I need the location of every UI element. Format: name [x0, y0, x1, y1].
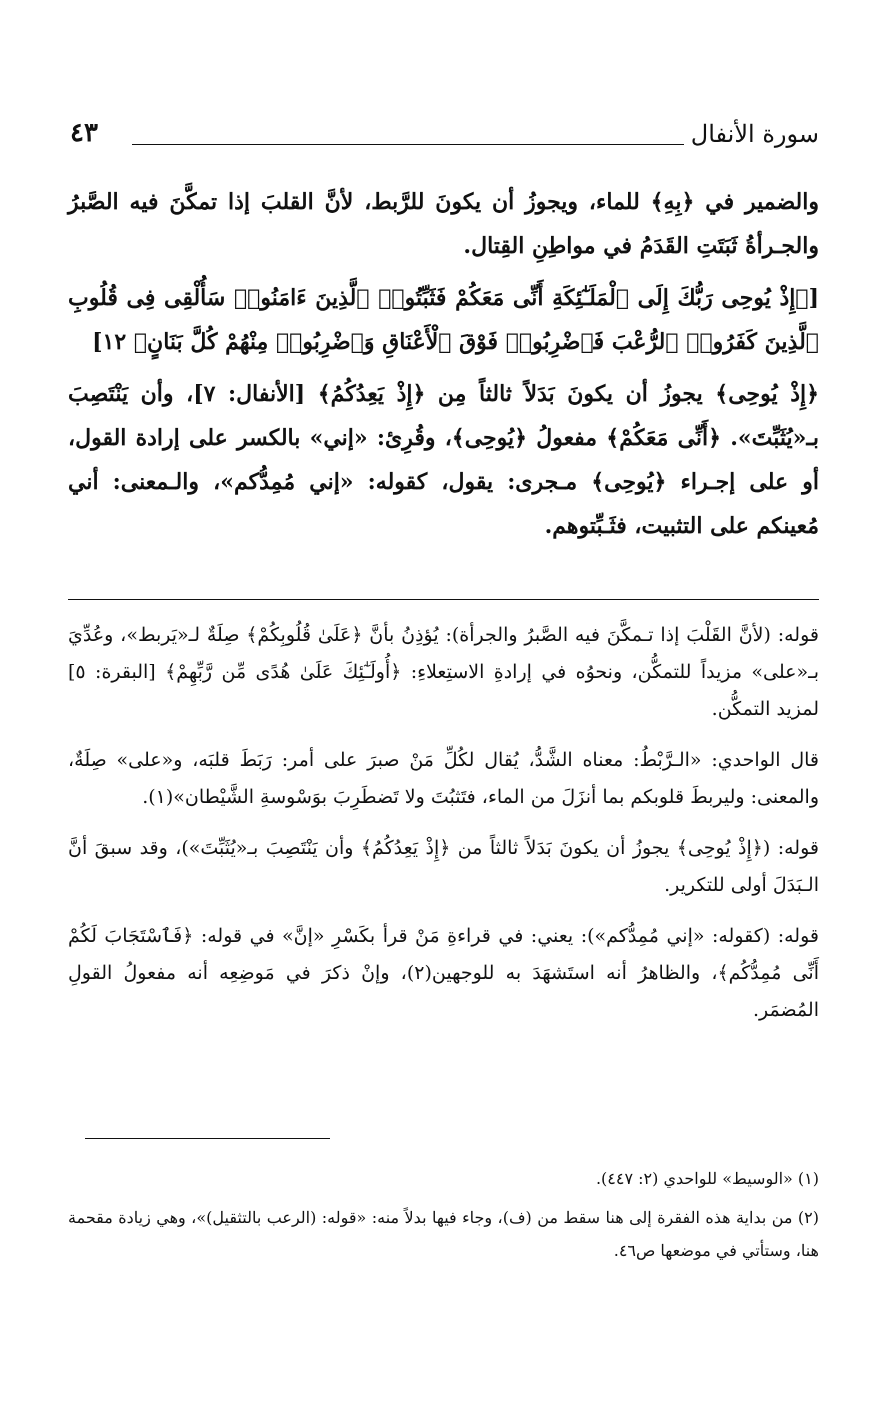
commentary-paragraph-1: قوله: (لأنَّ القَلْبَ إذا تـمكَّنَ فيه الصَّبرُ والجرأة): يُؤذِنُ بأنَّ ﴿عَلَىٰ قُلُوبِكُمْ﴾ صِلَةٌ لـ«يَربط»، وعُدِّيَ بـ«على» مزيداً للتمكُّن، ونحوُه في إرادةِ الاستِعلاءِ: ﴿أُولَـٰٓئِكَ عَلَىٰ هُدًى مِّن رَّبِّهِمْ﴾ [البقرة: ٥] لمزيد التمكُّن.: [68, 624, 819, 720]
page-number: ٤٣: [70, 118, 98, 148]
commentary-paragraph-4: قوله: (كقوله: «إني مُمِدُّكم»): يعني: في قراءةِ مَنْ قرأ بكَسْرِ «إنَّ» في قوله: ﴿فَٱسْتَجَابَ لَكُمْ أَنِّى مُمِدُّكُم﴾، والظاهرُ أنه استَشهَدَ به للوجهين(٢)، وإنْ ذكرَ في مَوضِعِه أنه مفعولُ القولِ المُضمَر.: [68, 925, 819, 1021]
footnotes: [68, 1162, 819, 1273]
surah-title: سورة الأنفال: [690, 120, 819, 148]
quran-verse: [﴿إِذْ يُوحِى رَبُّكَ إِلَى ٱلْمَلَـٰٓئِكَةِ أَنِّى مَعَكُمْ فَثَبِّتُوا۟ ٱلَّذِينَ ءَامَنُوا۟ سَأُلْقِى فِى قُلُوبِ ٱلَّذِينَ كَفَرُوا۟ ٱلرُّعْبَ فَٱضْرِبُوا۟ فَوْقَ ٱلْأَعْنَاقِ وَٱضْرِبُوا۟ مِنْهُمْ كُلَّ بَنَانٍ﴾ ١٢]: [68, 285, 819, 355]
section-divider: [68, 599, 819, 600]
main-paragraph-1: والضمير في ﴿بِهِ﴾ للماء، ويجوزُ أن يكونَ للرَّبط، لأنَّ القلبَ إذا تمكَّنَ فيه الصَّبرُ والجـرأةُ ثَبَتَتِ القَدَمُ في مواطِنِ القِتال.: [68, 189, 819, 259]
main-paragraph-2: ﴿إِذْ يُوحِى﴾ يجوزُ أن يكونَ بَدَلاً ثالثاً مِن ﴿إِذْ يَعِدُكُمُ﴾ [الأنفال: ٧]، وأن يَنْتَصِبَ بـ«يُثَبِّتَ». ﴿أَنِّى مَعَكُمْ﴾ مفعولُ ﴿يُوحِى﴾، وقُرِئ: «إني» بالكسر على إرادة القول، أو على إجـراء ﴿يُوحِى﴾ مـجرى: يقول، كقوله: «إني مُمِدُّكم»، والـمعنى: أني مُعينكم على التثبيت، فثَـبِّتوهم.: [68, 381, 819, 539]
main-text: [68, 180, 819, 556]
commentary-paragraph-3: قوله: (﴿إِذْ يُوحِى﴾ يجوزُ أن يكونَ بَدَلاً ثالثاً من ﴿إِذْ يَعِدُكُمُ﴾ وأن يَنْتَصِبَ بـ«يُثَبِّتَ»)، وقد سبقَ أنَّ الـبَدَلَ أولى للتكرير.: [68, 837, 819, 896]
commentary: [68, 617, 819, 1043]
footnote-divider: [85, 1138, 330, 1139]
header-rule: [132, 144, 684, 145]
running-head: [70, 118, 819, 158]
footnote-2: (٢) من بداية هذه الفقرة إلى هنا سقط من (ف)، وجاء فيها بدلاً منه: «قوله: (الرعب بالتثقيل)»، وهي زيادة مقحمة هنا، وستأتي في موضعها ص٤٦.: [68, 1208, 819, 1260]
commentary-paragraph-2: قال الواحدي: «الـرَّبْطُ: معناه الشَّدُّ، يُقال لكُلِّ مَنْ صبرَ على أمر: رَبَطَ قلبَه، و«على» صِلَةٌ، والمعنى: وليربطَ قلوبكم بما أنزَلَ من الماء، فتَثبُتَ ولا تَضطَرِبَ بوَسْوسةِ الشَّيْطان»(١).: [68, 749, 819, 808]
footnote-1: (١) «الوسيط» للواحدي (٢: ٤٤٧).: [595, 1169, 819, 1188]
